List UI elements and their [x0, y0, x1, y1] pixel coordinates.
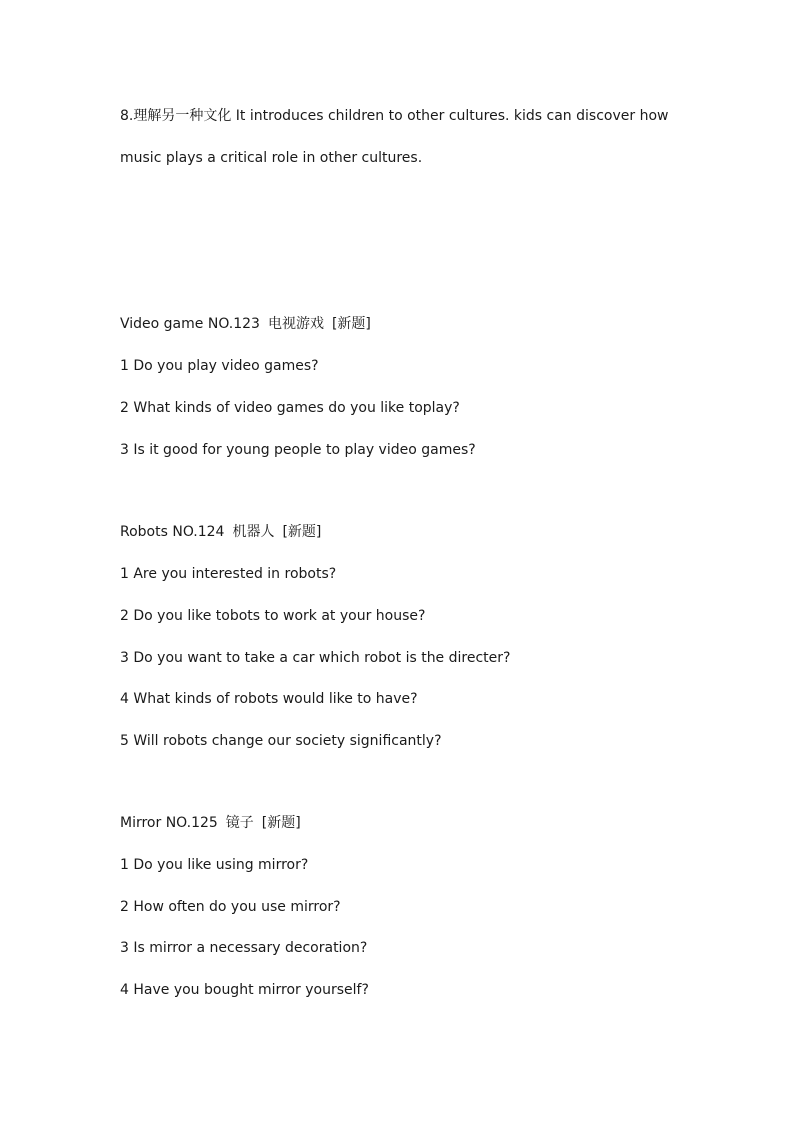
- intro-line-1: 8.理解另一种文化 It introduces children to other cultures. kids can discover how: [120, 108, 669, 124]
- section-title-cn: 机器人: [232, 524, 275, 540]
- question-item: 2 Do you like tobots to work at your house?: [120, 608, 426, 624]
- question-item: 4 What kinds of robots would like to have?: [120, 691, 418, 707]
- question-item: 1 Are you interested in robots?: [120, 566, 337, 582]
- question-item: 2 What kinds of video games do you like toplay?: [120, 400, 460, 416]
- question-item: 4 Have you bought mirror yourself?: [120, 982, 369, 998]
- question-item: 2 How often do you use mirror?: [120, 899, 341, 915]
- section-title-video-game: [120, 314, 371, 334]
- section-title-en: Robots NO.124: [120, 524, 225, 540]
- section-title-mirror: [120, 813, 301, 833]
- section-tag: [新题]: [331, 316, 371, 332]
- section-tag: [新题]: [282, 524, 322, 540]
- section-title-robots: [120, 522, 321, 542]
- section-title-cn: 镜子: [225, 815, 254, 831]
- question-item: 3 Is mirror a necessary decoration?: [120, 940, 368, 956]
- question-item: 1 Do you play video games?: [120, 358, 319, 374]
- section-title-cn: 电视游戏: [267, 316, 324, 332]
- question-item: 1 Do you like using mirror?: [120, 857, 309, 873]
- section-tag: [新题]: [261, 815, 301, 831]
- intro-line-2: music plays a critical role in other cultures.: [120, 150, 423, 166]
- question-item: 3 Is it good for young people to play video games?: [120, 442, 476, 458]
- section-title-en: Mirror NO.125: [120, 815, 218, 831]
- question-item: 3 Do you want to take a car which robot is the directer?: [120, 650, 511, 666]
- section-title-en: Video game NO.123: [120, 316, 260, 332]
- question-item: 5 Will robots change our society significantly?: [120, 733, 442, 749]
